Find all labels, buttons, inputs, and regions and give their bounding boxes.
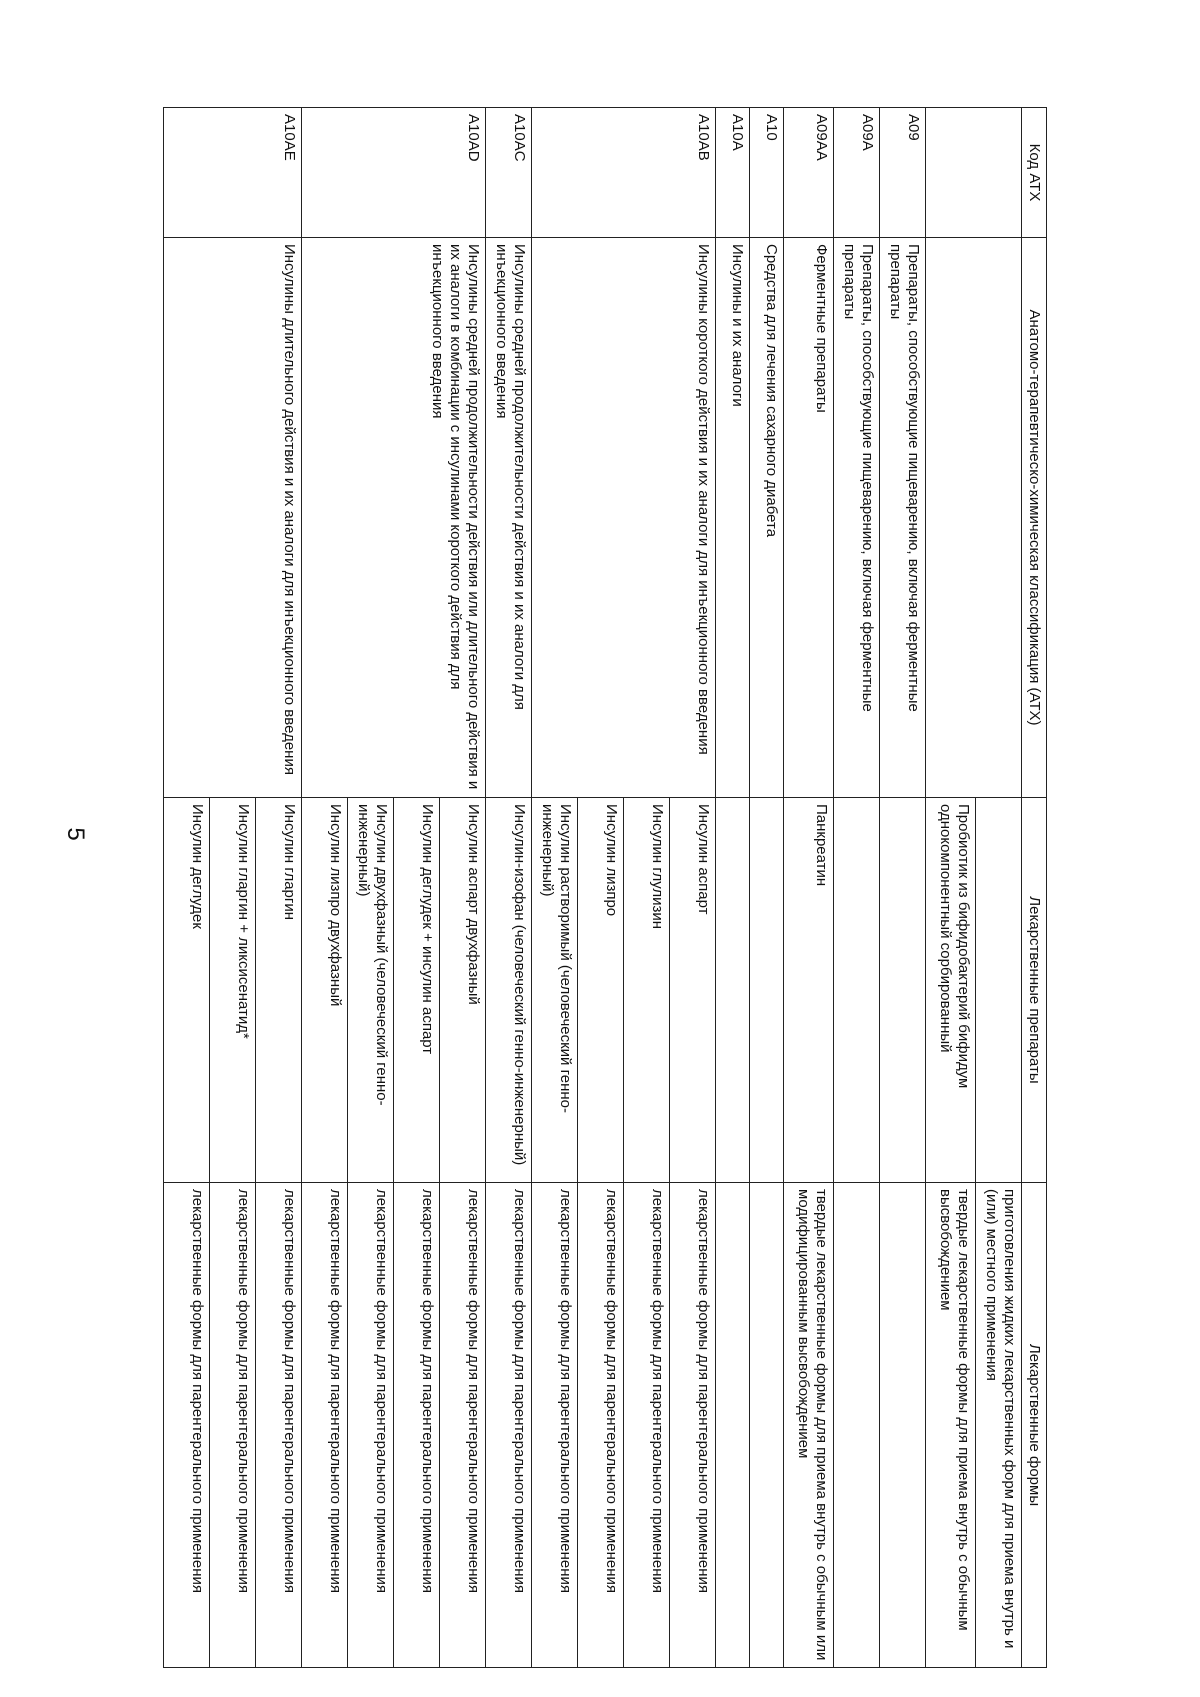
table-row: [440, 108, 486, 1668]
atc-classification-cell: Ферментные препараты: [784, 238, 834, 798]
atc-classification-cell: Инсулины средней продолжительности действия и их аналоги для инъекционного введения: [486, 238, 532, 798]
table-row: [670, 108, 716, 1668]
drug-cell: Панкреатин: [784, 798, 834, 1183]
page-number: 5: [62, 827, 89, 841]
drug-cell: Инсулин лизпро двухфазный: [302, 798, 348, 1183]
drug-cell: Инсулин аспарт двухфазный: [440, 798, 486, 1183]
dosage-form-cell: лекарственные формы для парентерального применения: [440, 1183, 486, 1668]
dosage-form-cell: лекарственные формы для парентерального применения: [302, 1183, 348, 1668]
dosage-form-cell: лекарственные формы для парентерального применения: [348, 1183, 394, 1668]
atc-classification-cell: Инсулины средней продолжительности действия или длительного действия и их аналоги в комбинации с инсулинами короткого действия для инъекционного введения: [302, 238, 486, 798]
atc-classification-cell: Препараты, способствующие пищеварению, включая ферментные препараты: [880, 238, 926, 798]
atc-classification-cell: Препараты, способствующие пищеварению, включая ферментные препараты: [834, 238, 880, 798]
dosage-form-cell: лекарственные формы для парентерального применения: [670, 1183, 716, 1668]
atc-code-cell: A10AC: [486, 108, 532, 238]
drug-cell: [750, 798, 784, 1183]
drug-cell: Инсулин глулизин: [624, 798, 670, 1183]
table-row: [834, 108, 880, 1668]
table-row: [784, 108, 834, 1668]
drug-cell: Инсулин деглудек + инсулин аспарт: [394, 798, 440, 1183]
drug-cell: [834, 798, 880, 1183]
header-code: Код АТХ: [1022, 108, 1047, 238]
dosage-form-cell: [834, 1183, 880, 1668]
drug-cell: Инсулин гларгин + ликсисенатид*: [210, 798, 256, 1183]
table-body: [164, 108, 1022, 1668]
atc-code-cell: A10AB: [532, 108, 716, 238]
drug-cell: Инсулин-изофан (человеческий генно-инженерный): [486, 798, 532, 1183]
dosage-form-cell: лекарственные формы для парентерального применения: [210, 1183, 256, 1668]
drug-cell: Пробиотик из бифидобактерий бифидум однокомпонентный сорбированный: [926, 798, 976, 1183]
table-row: [880, 108, 926, 1668]
atc-classification-cell: Инсулины короткого действия и их аналоги для инъекционного введения: [532, 238, 716, 798]
atc-drug-table: [163, 107, 1047, 1668]
atc-classification-cell: Средства для лечения сахарного диабета: [750, 238, 784, 798]
atc-code-cell: [926, 108, 1022, 238]
dosage-form-cell: [880, 1183, 926, 1668]
drug-cell: [880, 798, 926, 1183]
drug-cell: [976, 798, 1022, 1183]
drug-cell: Инсулин деглудек: [164, 798, 210, 1183]
atc-code-cell: A09: [880, 108, 926, 238]
header-drugs: Лекарственные препараты: [1022, 798, 1047, 1183]
table-row: [750, 108, 784, 1668]
dosage-form-cell: [750, 1183, 784, 1668]
atc-classification-cell: Инсулины длительного действия и их аналоги для инъекционного введения: [164, 238, 302, 798]
atc-code-cell: A10A: [716, 108, 750, 238]
drug-cell: Инсулин растворимый (человеческий генно-инженерный): [532, 798, 578, 1183]
dosage-form-cell: лекарственные формы для парентерального применения: [486, 1183, 532, 1668]
rotated-page-content: [163, 107, 1047, 1667]
drug-cell: Инсулин гларгин: [256, 798, 302, 1183]
dosage-form-cell: твердые лекарственные формы для приема внутрь с обычным или модифицированным высвобождением: [784, 1183, 834, 1668]
drug-cell: Инсулин двухфазный (человеческий генно-инженерный): [348, 798, 394, 1183]
drug-cell: Инсулин аспарт: [670, 798, 716, 1183]
table-row: [486, 108, 532, 1668]
drug-cell: Инсулин лизпро: [578, 798, 624, 1183]
atc-code-cell: A10AD: [302, 108, 486, 238]
atc-code-cell: A10: [750, 108, 784, 238]
dosage-form-cell: лекарственные формы для парентерального применения: [394, 1183, 440, 1668]
table-row: [256, 108, 302, 1668]
table-row: [976, 108, 1022, 1668]
table-row: [716, 108, 750, 1668]
dosage-form-cell: твердые лекарственные формы для приема внутрь с обычным высвобождением: [926, 1183, 976, 1668]
drug-cell: [716, 798, 750, 1183]
atc-code-cell: A10AE: [164, 108, 302, 238]
dosage-form-cell: лекарственные формы для парентерального применения: [164, 1183, 210, 1668]
dosage-form-cell: лекарственные формы для парентерального применения: [624, 1183, 670, 1668]
dosage-form-cell: лекарственные формы для парентерального применения: [532, 1183, 578, 1668]
header-classification: Анатомо-терапевтическо-химическая классификация (АТХ): [1022, 238, 1047, 798]
dosage-form-cell: лекарственные формы для парентерального применения: [256, 1183, 302, 1668]
header-forms: Лекарственные формы: [1022, 1183, 1047, 1668]
atc-classification-cell: Инсулины и их аналоги: [716, 238, 750, 798]
dosage-form-cell: лекарственные формы для парентерального применения: [578, 1183, 624, 1668]
dosage-form-cell: [716, 1183, 750, 1668]
atc-classification-cell: [926, 238, 1022, 798]
atc-code-cell: A09AA: [784, 108, 834, 238]
dosage-form-cell: приготовления жидких лекарственных форм для приема внутрь и (или) местного применения: [976, 1183, 1022, 1668]
table-header-row: [1022, 108, 1047, 1668]
atc-code-cell: A09A: [834, 108, 880, 238]
